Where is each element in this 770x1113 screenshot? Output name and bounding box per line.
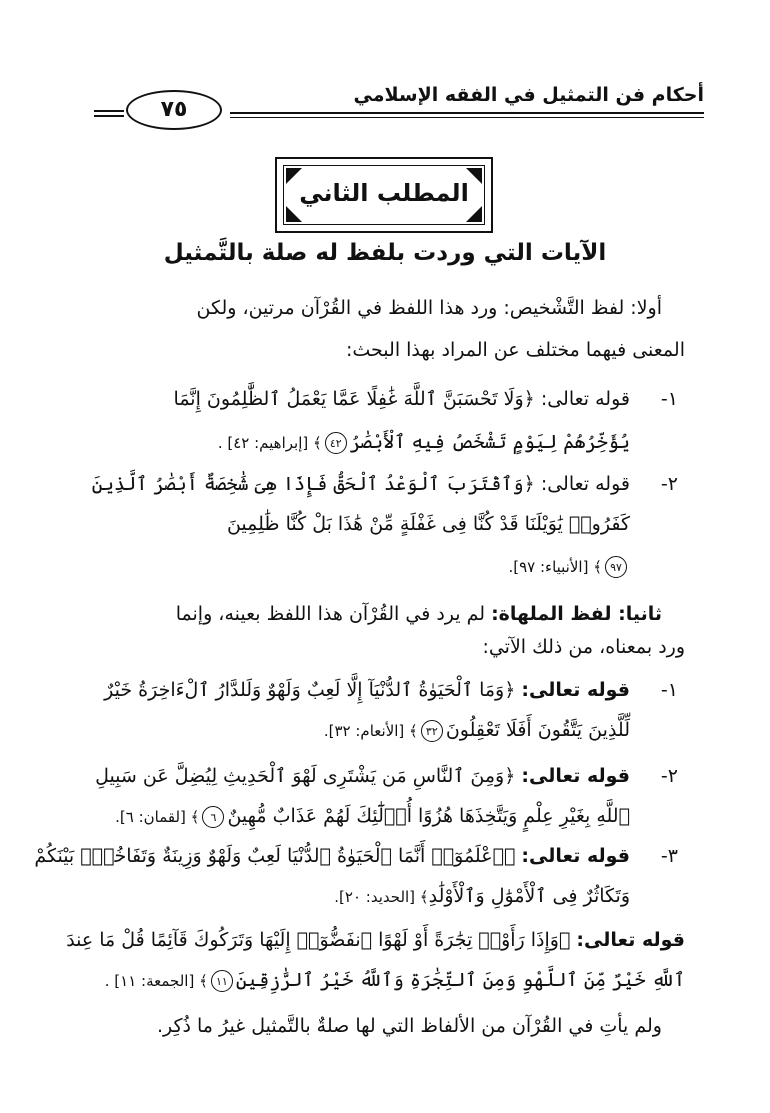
verse-line: [85, 966, 685, 995]
left-rule-thin: [94, 115, 124, 117]
left-rule: [94, 110, 124, 112]
list-number: ١-: [660, 679, 678, 701]
verse-text: يُؤَخِّرُهُمْ لِيَوْمٍ تَشْخَصُ فِيهِ ٱلْأَبْصَٰرُ: [349, 431, 630, 453]
verse-text: ﴿وَٱقْتَرَبَ ٱلْوَعْدُ ٱلْحَقُّ فَإِذَا هِىَ شَٰخِصَةٌ أَبْصَٰرُ ٱلَّذِينَ: [91, 473, 535, 495]
verse-intro: قوله تعالى:: [540, 388, 630, 410]
header-rule: [230, 112, 704, 114]
ayah-number-icon: ١١: [211, 970, 233, 992]
verse-reference: ﴾ [الأنعام: ٣٢].: [323, 722, 418, 740]
paragraph-line: المعنى فيهما مختلف عن المراد بهذا البحث:: [345, 339, 685, 361]
verse-text: كَفَرُوا۟ يَٰوَيْلَنَا قَدْ كُنَّا فِى غَفْلَةٍ مِّنْ هَٰذَا بَلْ كُنَّا ظَٰلِمِينَ: [226, 513, 630, 535]
ayah-number-icon: ٩٧: [605, 556, 627, 578]
verse-intro: قوله تعالى:: [576, 929, 685, 951]
list-number: ١-: [660, 388, 678, 410]
list-number: ٣-: [660, 845, 678, 867]
verse-reference: ﴾ [إبراهيم: ٤٢] .: [217, 434, 322, 452]
page-number: ٧٥: [126, 90, 222, 130]
verse-text: ﴿وَمَا ٱلْحَيَوٰةُ ٱلدُّنْيَآ إِلَّا لَعِبٌ وَلَهْوٌ وَلَلدَّارُ ٱلْءَاخِرَةُ خَيْرٌ: [104, 679, 516, 701]
verse-text: ﴿وَلَا تَحْسَبَنَّ ٱللَّهَ غَٰفِلًا عَمَّا يَعْمَلُ ٱلظَّٰلِمُونَ إِنَّمَا: [173, 388, 535, 410]
verse-line: [85, 882, 630, 911]
verse-intro: قوله تعالى:: [540, 473, 630, 495]
verse-line: [85, 676, 630, 704]
verse-reference: ﴾ [الأنبياء: ٩٧].: [508, 558, 602, 576]
verse-text: ٱللَّهِ بِغَيْرِ عِلْمٍ وَيَتَّخِذَهَا هُزُوًا أُو۟لَٰٓئِكَ لَهُمْ عَذَابٌ مُّهِينٌ: [227, 805, 630, 827]
running-title: أحكام فن التمثيل في الفقه الإسلامي: [353, 84, 704, 106]
closing-line: ولم يأتِ في القُرْآن من الألفاظ التي لها صلةٌ بالتَّمثيل غيرُ ما ذُكِر.: [156, 1015, 662, 1037]
verse-intro: قوله تعالى:: [521, 765, 630, 787]
ayah-number-icon: ٤٢: [325, 432, 347, 454]
verse-line: [85, 428, 630, 457]
verse-line: [66, 926, 685, 954]
term-heading: ثانيا: لفظ الملهاة:: [491, 603, 662, 625]
list-number: ٢-: [660, 473, 678, 495]
verse-line: [85, 802, 630, 831]
verse-line: [34, 842, 630, 870]
verse-intro: قوله تعالى:: [521, 845, 630, 867]
verse-line: [85, 470, 630, 498]
verse-intro: قوله تعالى:: [521, 679, 630, 701]
verse-reference: ﴾ [الحديد: ٢٠].: [334, 888, 429, 906]
verse-line: [85, 552, 630, 581]
corner-ornament: [286, 206, 302, 222]
paragraph-line: ورد بمعناه، من ذلك الآتي:: [482, 636, 685, 658]
ayah-number-icon: ٦: [202, 806, 224, 828]
verse-reference: ﴾ [الجمعة: ١١] .: [104, 972, 208, 990]
section-title-frame: [275, 157, 493, 233]
section-title: المطلب الثاني: [299, 179, 469, 207]
verse-text: لِّلَّذِينَ يَتَّقُونَ أَفَلَا تَعْقِلُونَ: [445, 719, 630, 741]
verse-text: ﴿ٱعْلَمُوٓا۟ أَنَّمَا ٱلْحَيَوٰةُ ٱلدُّنْيَا لَعِبٌ وَلَهْوٌ وَزِينَةٌ وَتَفَاخُرٌۢ بَيْنَكُمْ: [34, 845, 516, 867]
paragraph-line: [85, 600, 662, 628]
verse-text: ﴿وَإِذَا رَأَوْا۟ تِجَٰرَةً أَوْ لَهْوًا ٱنفَضُّوٓا۟ إِلَيْهَا وَتَرَكُوكَ قَآئِمًا قُلْ مَا عِندَ: [66, 929, 571, 951]
verse-line: [85, 762, 630, 790]
section-subtitle: الآيات التي وردت بلفظ له صلة بالتَّمثيل: [163, 240, 607, 266]
ayah-number-icon: ٣٢: [421, 720, 443, 742]
verse-line: [85, 510, 630, 538]
verse-line: [85, 716, 630, 745]
paragraph-text: لم يرد في القُرْآن هذا اللفظ بعينه، وإنما: [175, 603, 492, 625]
verse-text: ﴿وَمِنَ ٱلنَّاسِ مَن يَشْتَرِى لَهْوَ ٱلْحَدِيثِ لِيُضِلَّ عَن سَبِيلِ: [95, 765, 516, 787]
corner-ornament: [466, 206, 482, 222]
verse-text: وَتَكَاثُرٌ فِى ٱلْأَمْوَٰلِ وَٱلْأَوْلَٰدِ: [428, 885, 630, 907]
verse-text: ٱللَّهِ خَيْرٌ مِّنَ ٱللَّهْوِ وَمِنَ ٱلتِّجَٰرَةِ وَٱللَّهُ خَيْرُ ٱلرَّٰزِقِينَ: [235, 969, 685, 991]
header-rule-thin: [230, 117, 704, 118]
list-number: ٢-: [660, 765, 678, 787]
paragraph-line: أولا: لفظ التَّشْخيص: ورد هذا اللفظ في القُرْآن مرتين، ولكن: [196, 297, 662, 319]
verse-line: [85, 385, 630, 413]
verse-reference: ﴾ [لقمان: ٦].: [115, 808, 200, 826]
